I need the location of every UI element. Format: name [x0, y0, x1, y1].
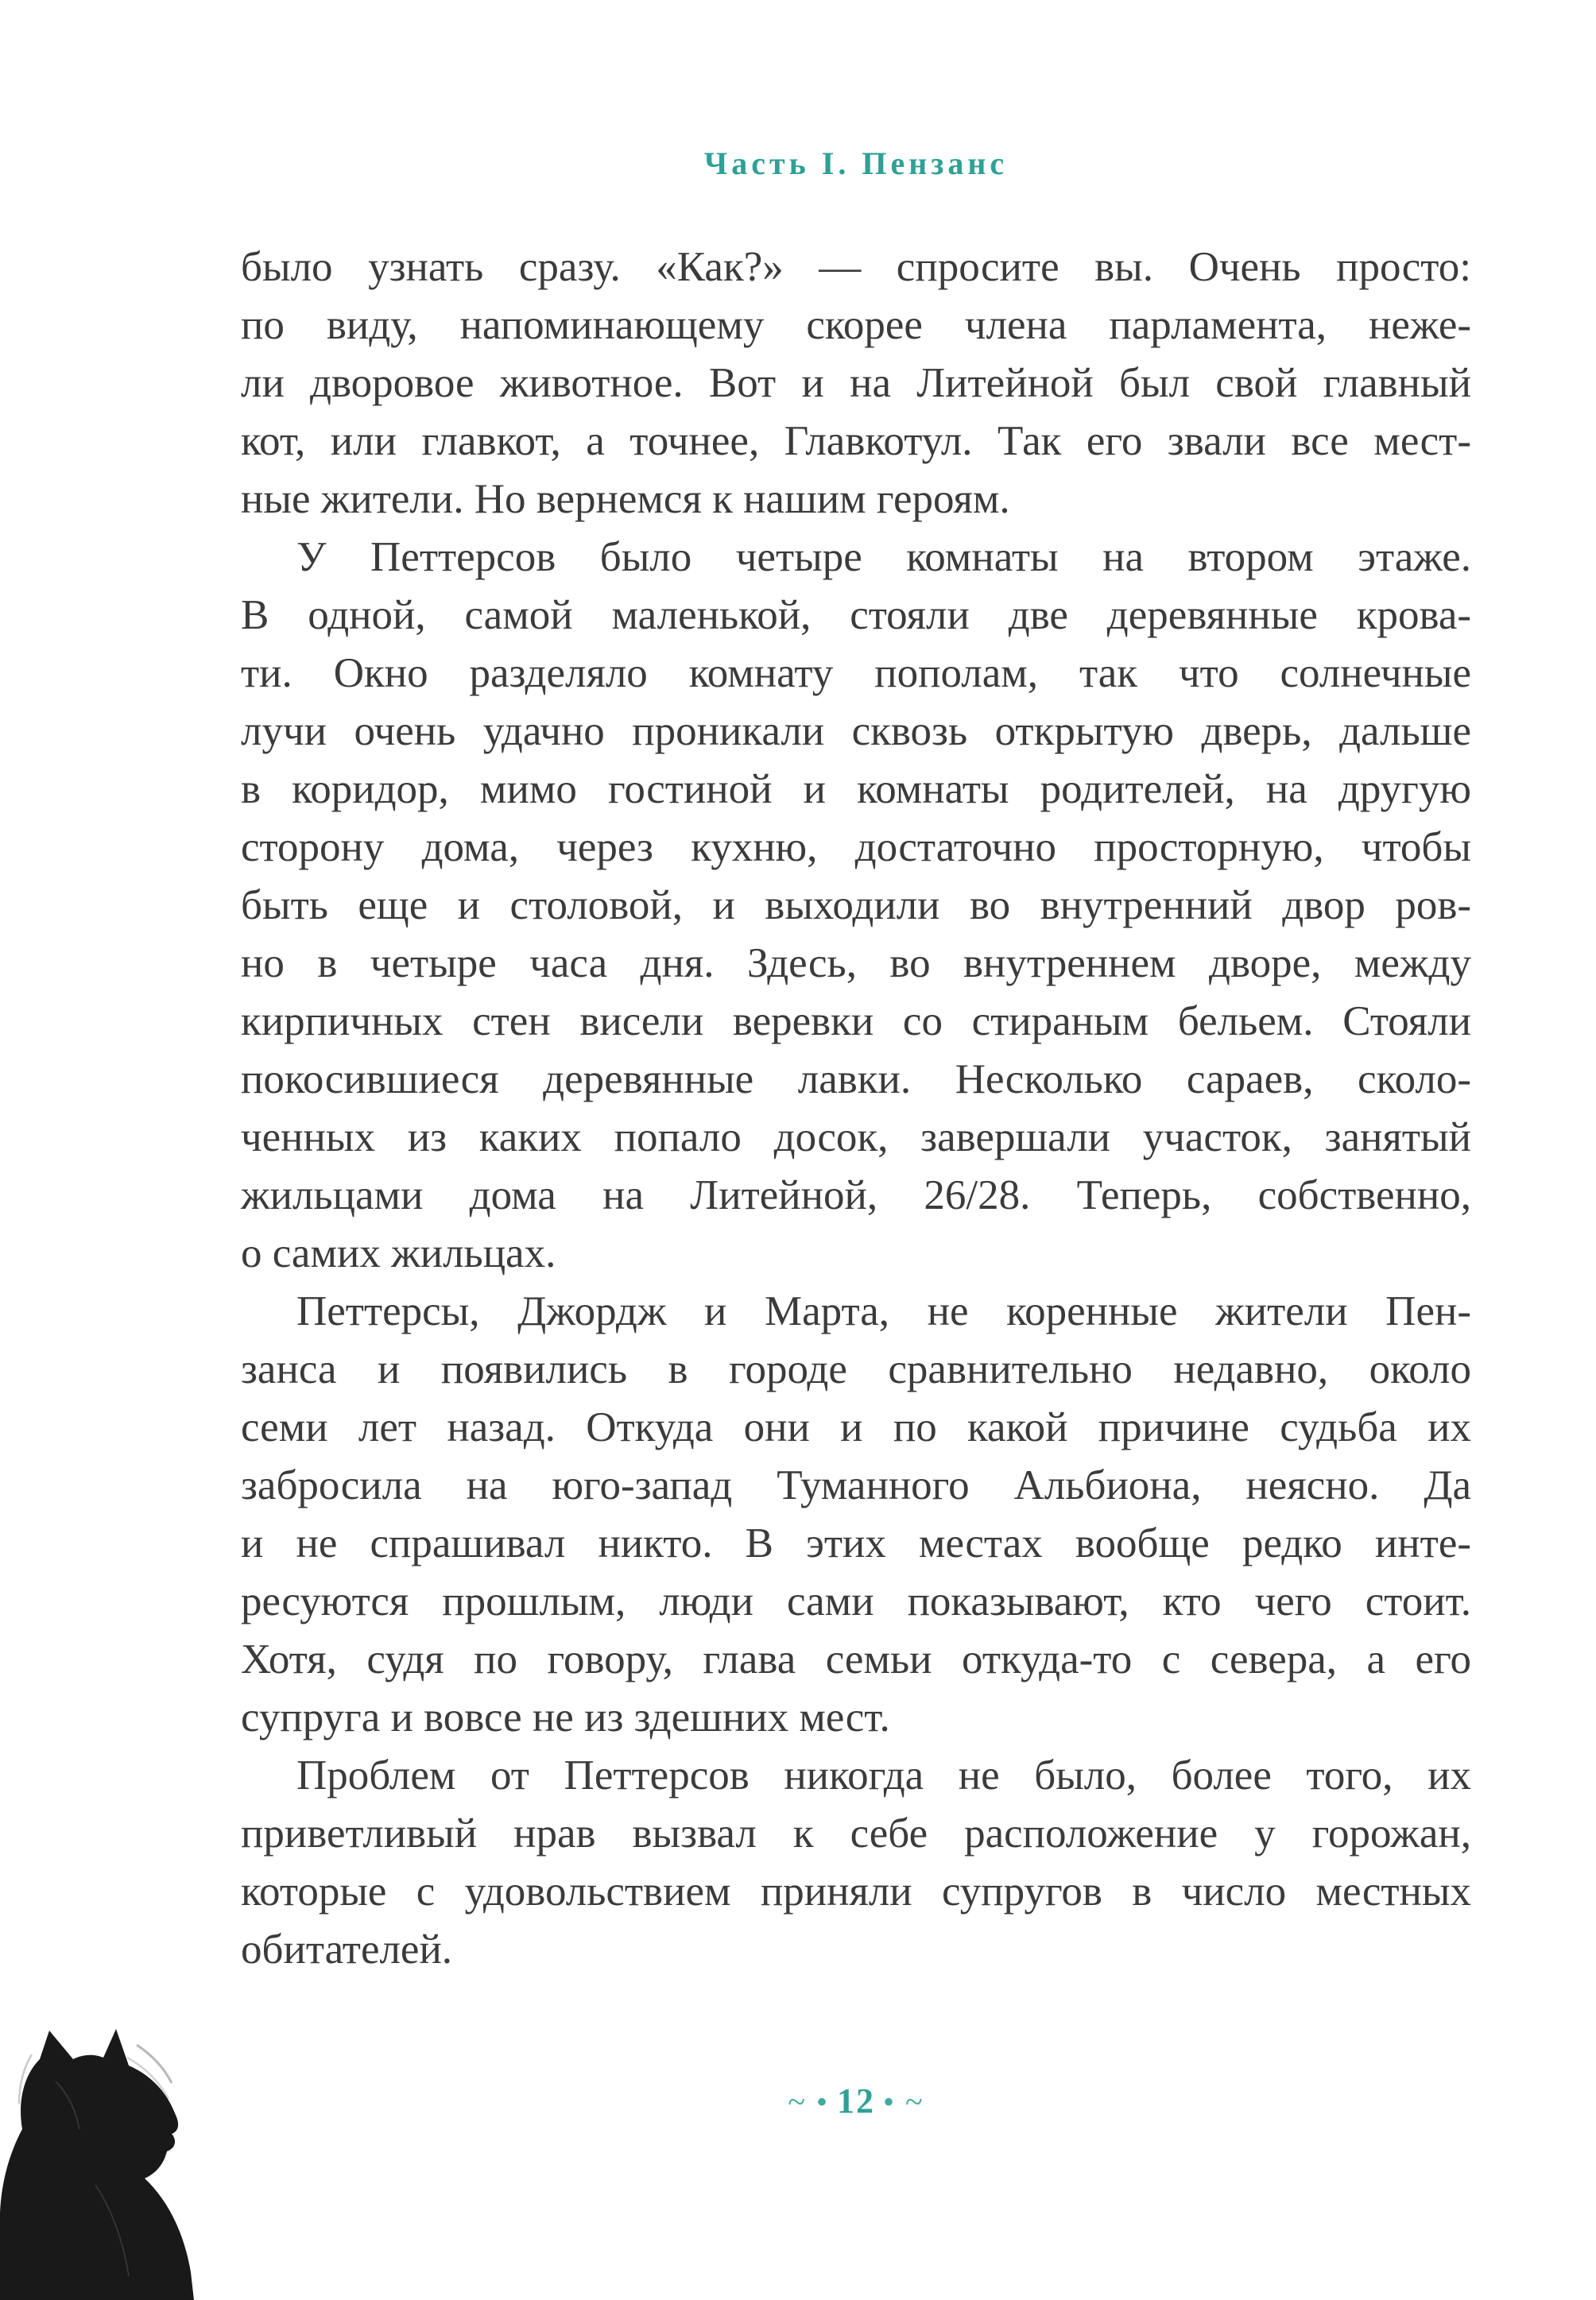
text-line: Петтерсы, Джордж и Марта, не коренные жители Пен-	[296, 1288, 1471, 1334]
text-line: В одной, самой маленькой, стояли две деревянные крова-	[241, 592, 1471, 638]
text-line: забросила на юго-запад Туманного Альбиона, неясно. Да	[241, 1462, 1471, 1508]
text-line: кот, или главкот, а точнее, Главкотул. Так его звали все мест-	[241, 418, 1471, 464]
text-line: в коридор, мимо гостиной и комнаты родителей, на другую	[241, 766, 1471, 812]
text-line: лучи очень удачно проникали сквозь открытую дверь, дальше	[241, 708, 1471, 754]
text-line: Хотя, судя по говору, глава семьи откуда-то с севера, а его	[241, 1636, 1471, 1682]
text-line: жильцами дома на Литейной, 26/28. Теперь, собственно,	[241, 1172, 1471, 1218]
text-line: ные жители. Но вернемся к нашим героям.	[241, 476, 1010, 522]
text-line: покосившиеся деревянные лавки. Несколько сараев, сколо-	[241, 1056, 1471, 1102]
text-line: но в четыре часа дня. Здесь, во внутреннем дворе, между	[241, 940, 1471, 986]
paragraph	[241, 1747, 1471, 1979]
text-line: которые с удовольствием приняли супругов в число местных	[241, 1868, 1471, 1915]
text-line: обитателей.	[241, 1926, 453, 1973]
text-line: о самих жильцах.	[241, 1230, 556, 1276]
paragraph	[241, 529, 1471, 1283]
text-line: семи лет назад. Откуда они и по какой причине судьба их	[241, 1404, 1471, 1450]
footer-ornament-left: ~ •	[788, 2084, 829, 2120]
text-line: кирпичных стен висели веревки со стираным бельем. Стояли	[241, 998, 1471, 1044]
text-line: ресуются прошлым, люди сами показывают, кто чего стоит.	[241, 1578, 1471, 1624]
text-line: ченных из каких попало досок, завершали участок, занятый	[241, 1114, 1471, 1160]
page-number: 12	[837, 2081, 875, 2120]
paragraph	[241, 1283, 1471, 1747]
text-line: У Петтерсов было четыре комнаты на втором этаже.	[296, 534, 1471, 580]
text-line: было узнать сразу. «Как?» — спросите вы. Очень просто:	[241, 244, 1471, 290]
text-line: супруга и вовсе не из здешних мест.	[241, 1694, 890, 1740]
paragraph	[241, 238, 1471, 529]
footer-ornament-right: • ~	[883, 2084, 924, 2120]
text-line: приветливый нрав вызвал к себе расположение у горожан,	[241, 1810, 1471, 1857]
black-cat-illustration	[0, 2026, 270, 2300]
text-line: ти. Окно разделяло комнату пополам, так что солнечные	[241, 650, 1471, 696]
text-line: сторону дома, через кухню, достаточно просторную, чтобы	[241, 824, 1471, 870]
text-line: быть еще и столовой, и выходили во внутренний двор ров-	[241, 882, 1471, 928]
text-line: Проблем от Петтерсов никогда не было, более того, их	[296, 1752, 1471, 1799]
page-number-block	[241, 2081, 1471, 2121]
body-text	[241, 238, 1471, 1979]
chapter-header: Часть I. Пензанс	[703, 145, 1009, 181]
text-line: ли дворовое животное. Вот и на Литейной был свой главный	[241, 360, 1471, 406]
text-line: и не спрашивал никто. В этих местах вообще редко инте-	[241, 1520, 1471, 1566]
text-line: занса и появились в городе сравнительно недавно, около	[241, 1346, 1471, 1392]
text-line: по виду, напоминающему скорее члена парламента, неже-	[241, 302, 1471, 348]
